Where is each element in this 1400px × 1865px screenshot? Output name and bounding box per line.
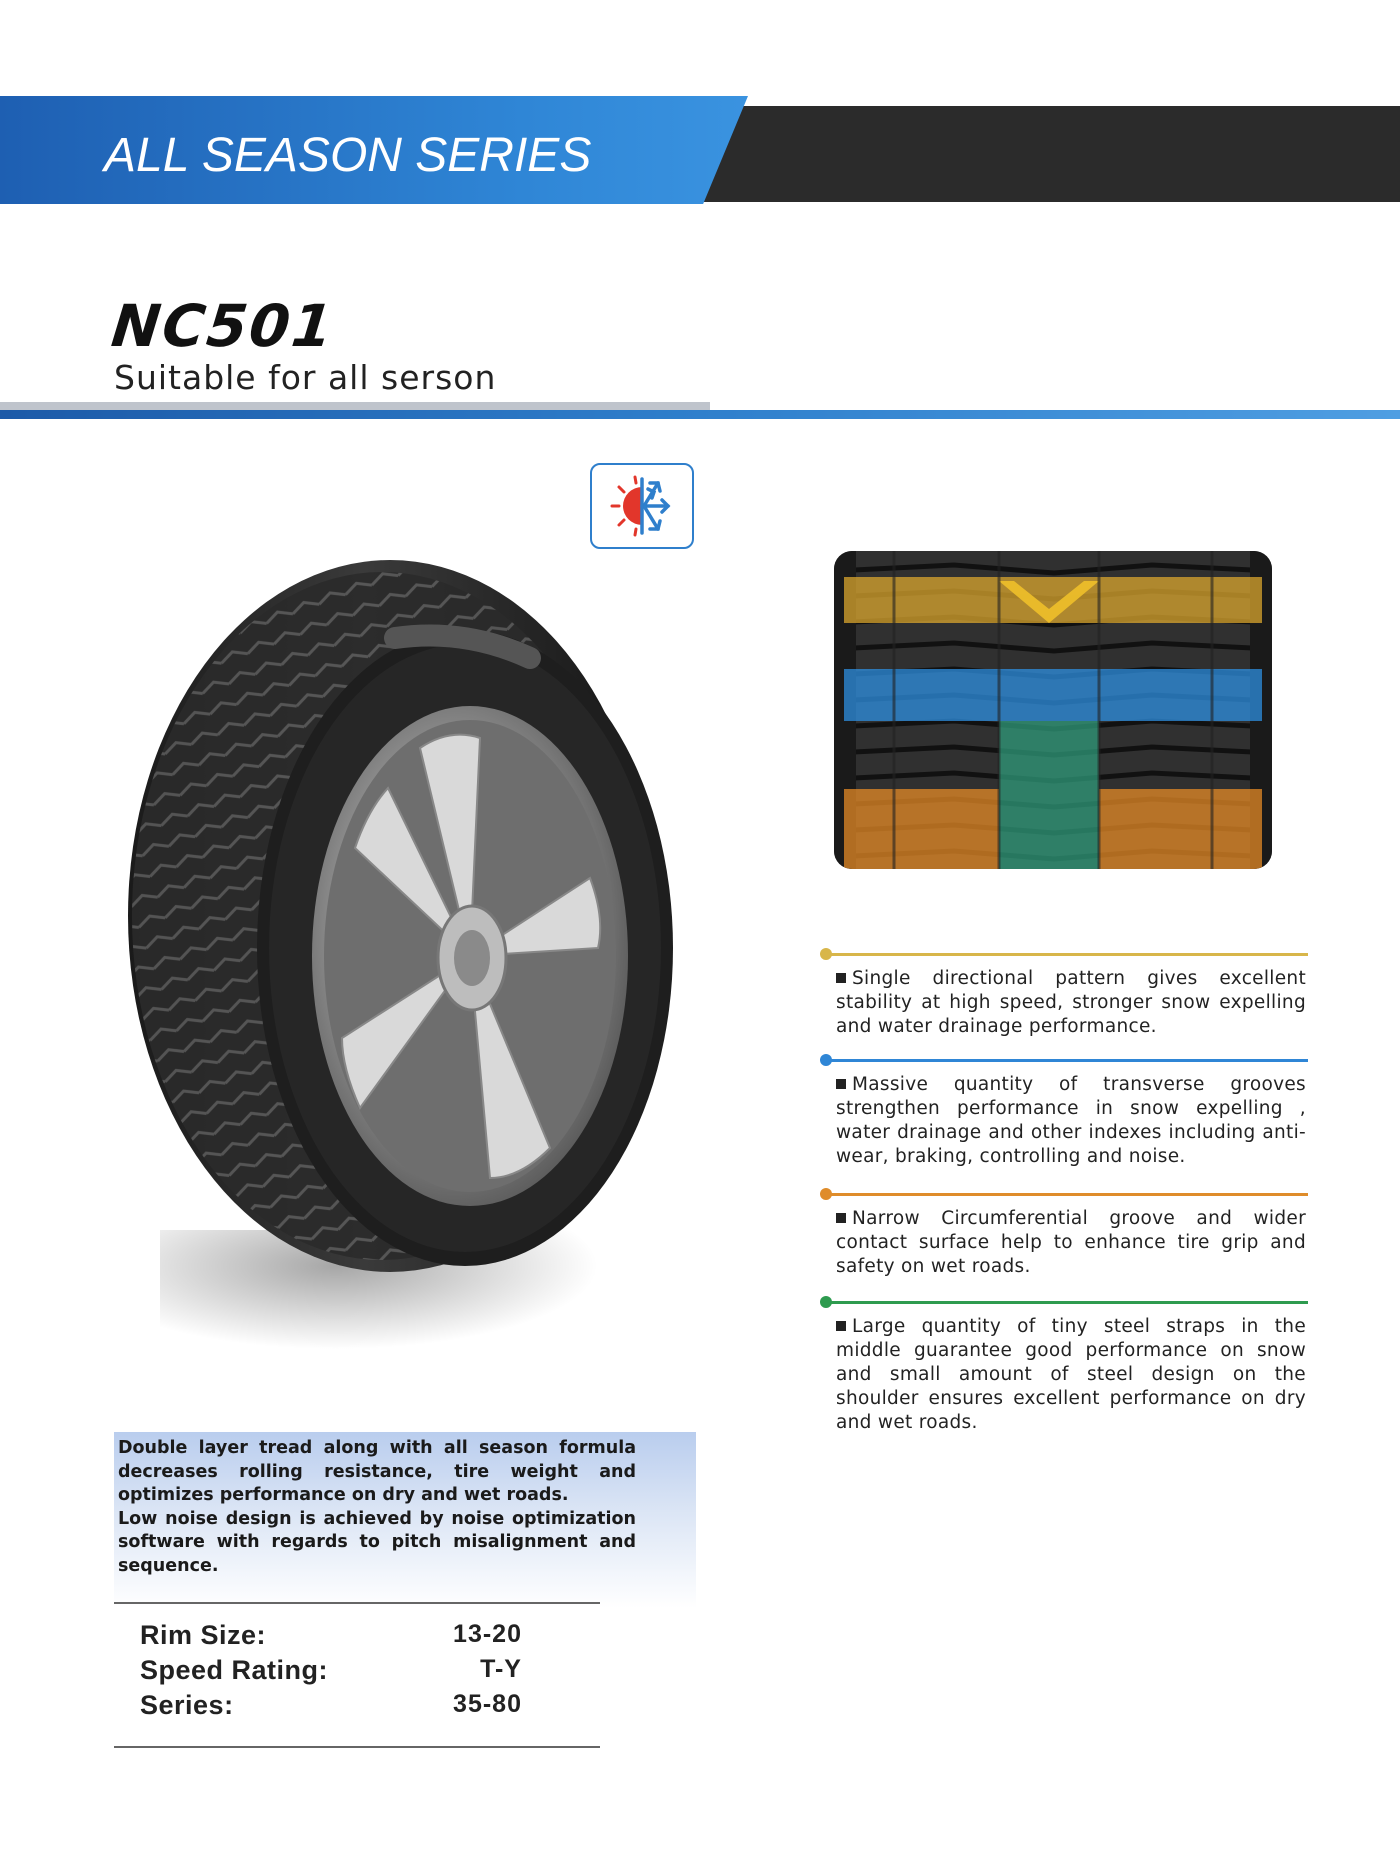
feature-4-divider — [826, 1301, 1308, 1304]
bullet-square-icon — [836, 1213, 846, 1223]
description-text — [118, 1437, 636, 1578]
series-title: ALL SEASON SERIES — [104, 129, 592, 182]
header-dark-bar — [700, 106, 1400, 202]
feature-3-text: Narrow Circumferential groove and wider contact surface help to enhance tire grip and safety on wet roads. — [836, 1208, 1306, 1277]
feature-1-text: Single directional pattern gives excellent stability at high speed, stronger snow expelling and water drainage performance. — [836, 968, 1306, 1037]
feature-2-dot — [820, 1054, 832, 1066]
spec-row-series — [140, 1690, 522, 1724]
bullet-square-icon — [836, 973, 846, 983]
tread-pattern-image — [834, 551, 1272, 869]
description-paragraph-2: Low noise design is achieved by noise optimization software with regards to pitch misalignment and sequence. — [118, 1508, 636, 1576]
sun-snowflake-icon — [590, 463, 694, 549]
feature-4-text: Large quantity of tiny steel straps in the middle guarantee good performance on snow and small amount of steel design on the shoulder ensures excellent performance on dry and wet roads. — [836, 1316, 1306, 1433]
specs-rule-top — [114, 1602, 600, 1604]
feature-1-dot — [820, 948, 832, 960]
feature-2-text: Massive quantity of transverse grooves strengthen performance in snow expelling , water drainage and other indexes including anti-wear, braking, controlling and noise. — [836, 1074, 1306, 1167]
spec-value: 13-20 — [453, 1620, 522, 1648]
feature-2-divider — [826, 1059, 1308, 1062]
model-name: NC501 — [108, 292, 338, 360]
spec-label: Speed Rating: — [140, 1655, 329, 1685]
spec-label: Series: — [140, 1690, 234, 1720]
model-subtitle: Suitable for all serson — [114, 358, 497, 397]
feature-4-dot — [820, 1296, 832, 1308]
feature-1-divider — [826, 953, 1308, 956]
header-rule-gray — [0, 402, 710, 410]
feature-3-divider — [826, 1193, 1308, 1196]
spec-value: 35-80 — [453, 1690, 522, 1718]
specs-rule-bottom — [114, 1746, 600, 1748]
description-paragraph-1: Double layer tread along with all season formula decreases rolling resistance, tire weight and optimizes performance on dry and wet roads. — [118, 1438, 636, 1505]
bullet-square-icon — [836, 1321, 846, 1331]
feature-3-dot — [820, 1188, 832, 1200]
tire-image — [120, 548, 710, 1288]
spec-row-rim-size — [140, 1620, 522, 1654]
header-rule-blue — [0, 410, 1400, 419]
spec-label: Rim Size: — [140, 1620, 267, 1650]
spec-value: T-Y — [480, 1655, 522, 1683]
bullet-square-icon — [836, 1079, 846, 1089]
spec-row-speed-rating — [140, 1655, 522, 1689]
